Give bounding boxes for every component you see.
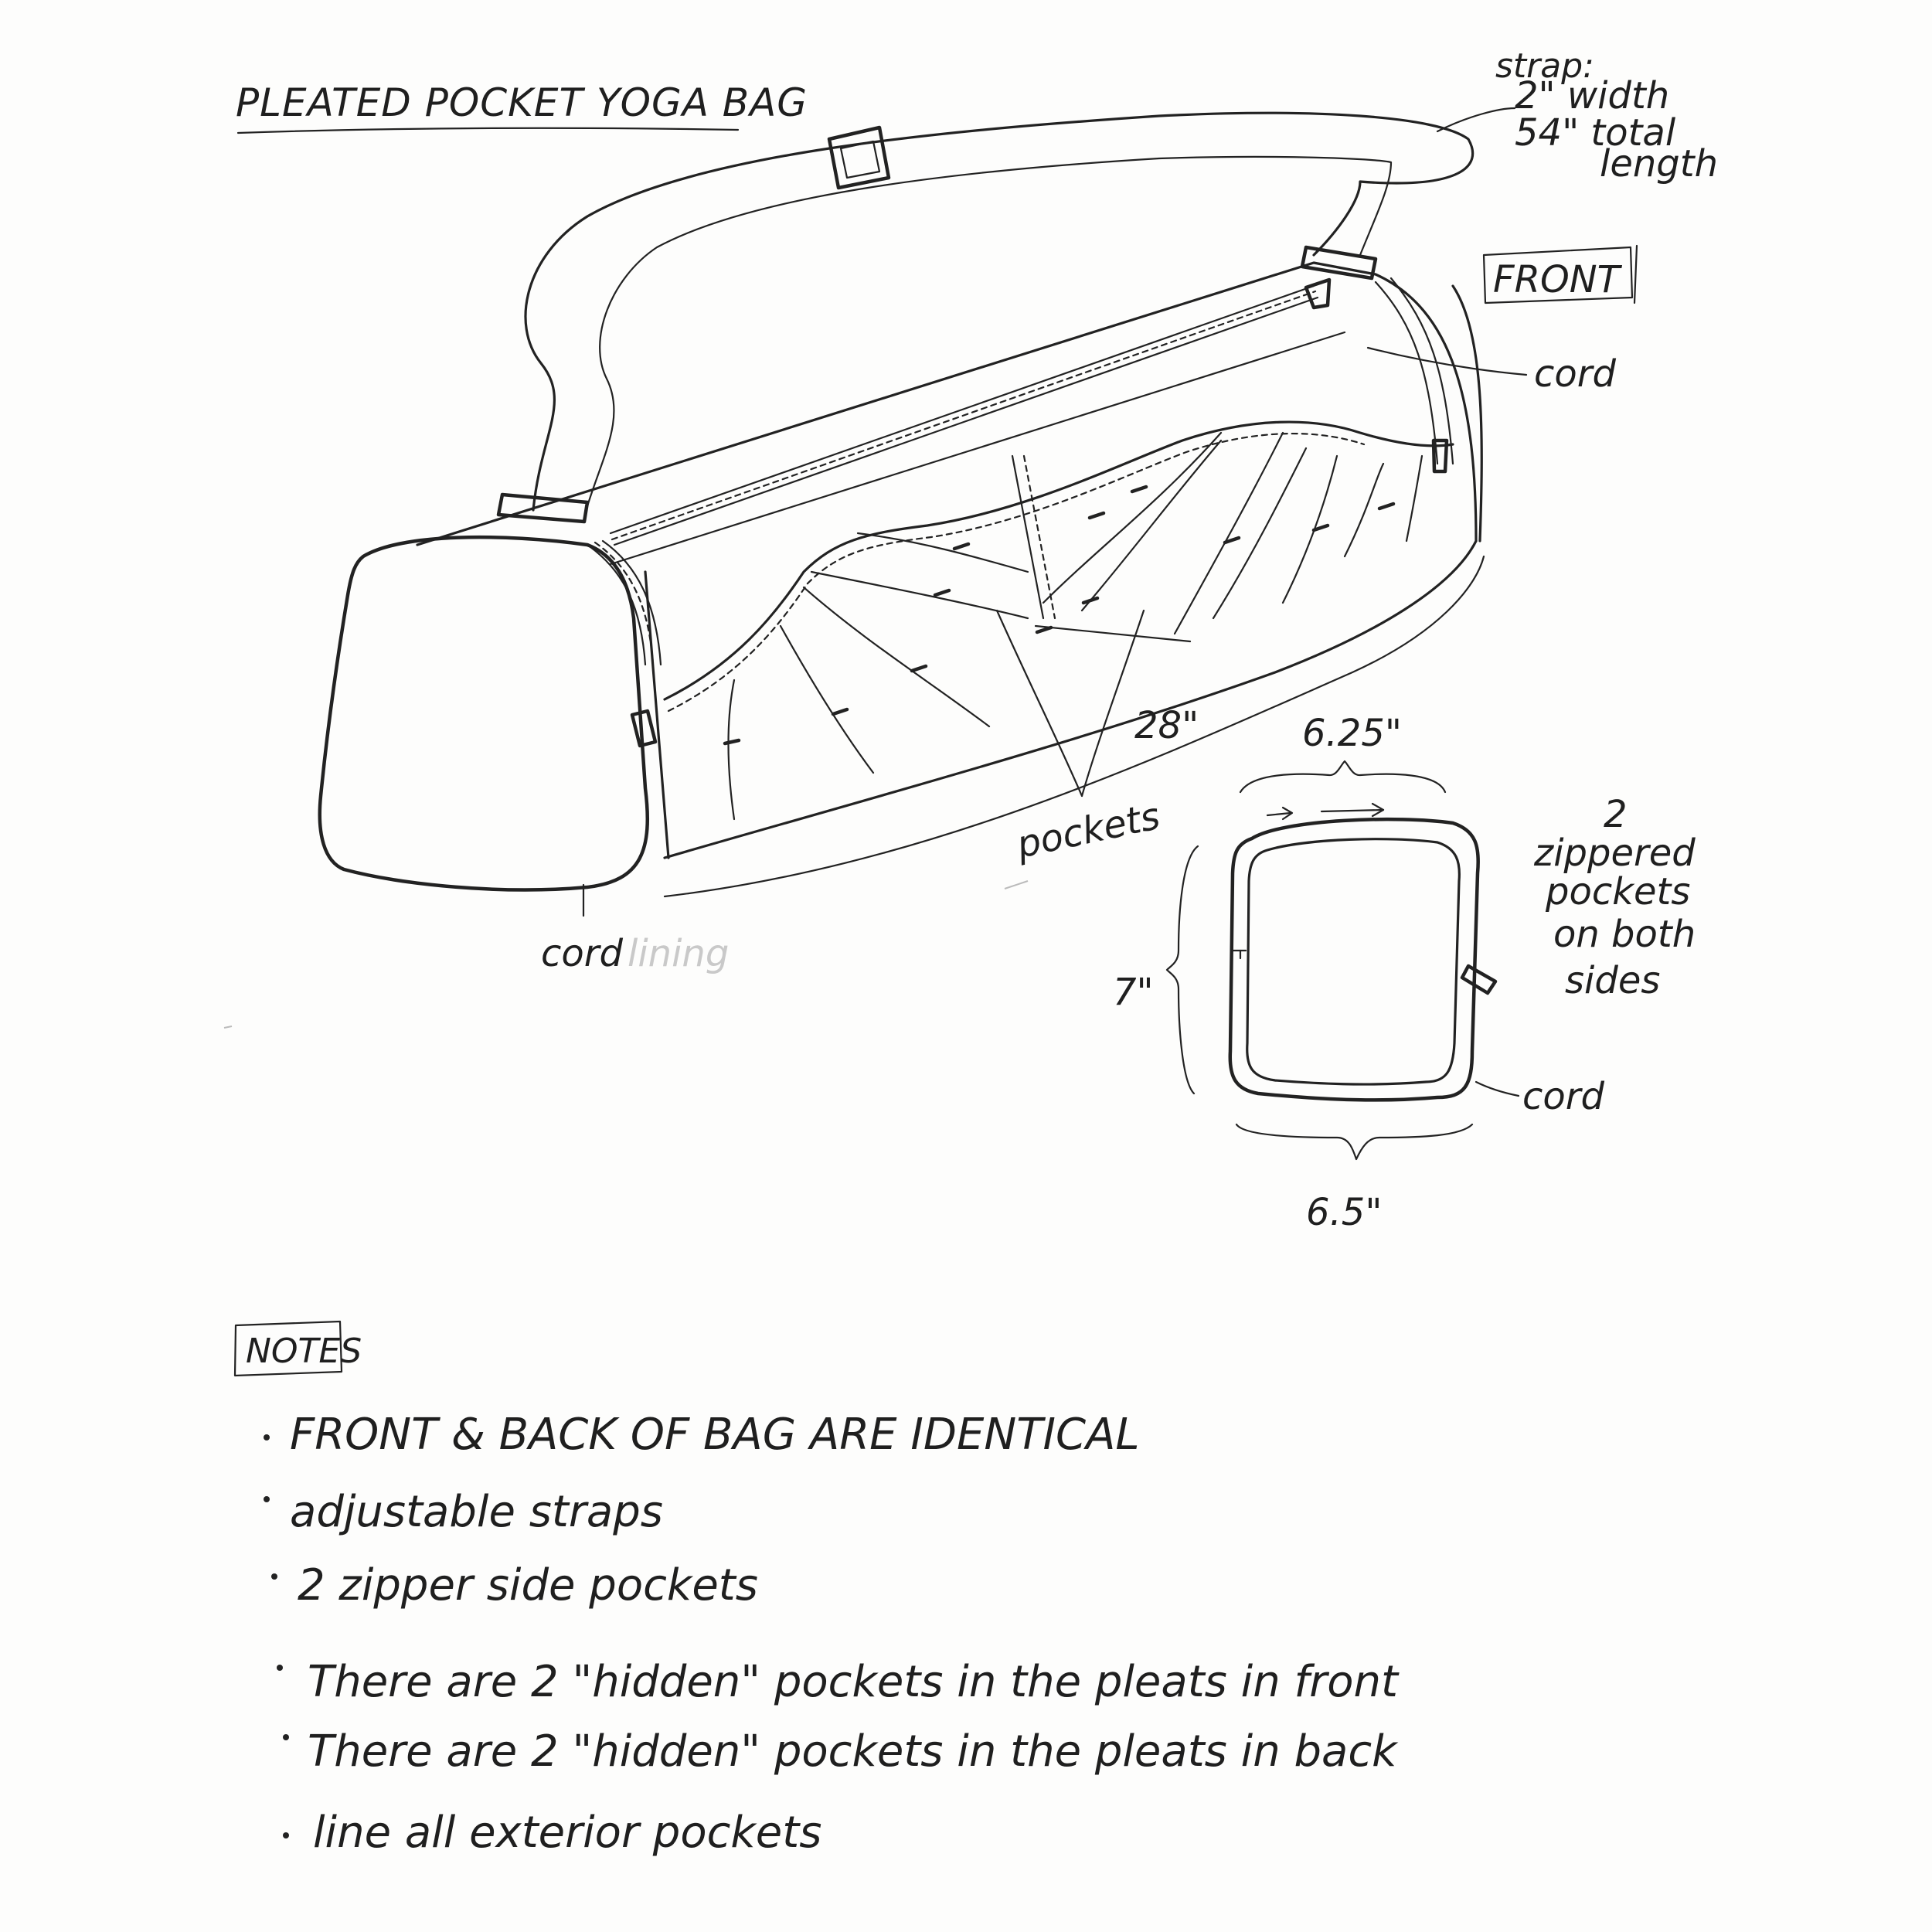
- bartack: [1090, 513, 1104, 518]
- pleat-line: [1345, 464, 1383, 556]
- height-label: 7": [1113, 971, 1154, 1014]
- bullet: [283, 1734, 289, 1740]
- bullet: [271, 1573, 277, 1580]
- pencil-smudge: [1005, 881, 1028, 889]
- strap-buckle: [829, 128, 889, 188]
- bullet: [277, 1665, 283, 1671]
- cord-top-label: cord: [1534, 352, 1616, 396]
- bullet: [283, 1832, 289, 1838]
- pleat-line: [1213, 448, 1306, 618]
- arrow-line: [1267, 813, 1291, 815]
- bartack: [1083, 598, 1097, 603]
- bartack: [935, 590, 949, 595]
- pleat-lines: [729, 433, 1423, 819]
- bartack: [1037, 628, 1051, 632]
- strap-label-2: 2" width: [1515, 74, 1670, 117]
- zipper-note-5: sides: [1565, 959, 1661, 1002]
- zipper-note-4: on both: [1553, 913, 1696, 956]
- sketch-title: PLEATED POCKET YOGA BAG: [236, 80, 808, 125]
- pleat-bartacks: [725, 487, 1393, 743]
- bullet: [264, 1496, 270, 1502]
- pleat-line: [729, 680, 735, 819]
- zipper-note-1: 2: [1604, 793, 1628, 836]
- strap-tab-left: [498, 495, 587, 522]
- pleat-line: [811, 572, 1028, 618]
- cord-left-faded-label: lining: [628, 932, 730, 975]
- cord-panel-label: cord: [1522, 1075, 1604, 1118]
- pleat-line: [1406, 456, 1422, 541]
- note-item-5: There are 2 "hidden" pockets in the pleats in back: [308, 1726, 1397, 1777]
- bartack: [1379, 504, 1393, 509]
- pleat-line: [1175, 433, 1283, 634]
- zipper-note-3: pockets: [1546, 870, 1691, 913]
- note-item-6: line all exterior pockets: [313, 1808, 822, 1858]
- front-label: FRONT: [1493, 258, 1620, 301]
- bartack: [912, 666, 926, 671]
- pleat-line: [781, 626, 873, 773]
- strap-outer: [526, 113, 1473, 510]
- strap-buckle-inner: [841, 141, 879, 178]
- strap-leader: [1437, 108, 1515, 131]
- brace-top: [1240, 761, 1445, 792]
- notes-heading: NOTES: [246, 1332, 362, 1371]
- bartack: [954, 544, 968, 549]
- end-panel-inner: [1247, 839, 1460, 1084]
- cord-panel-leader: [1476, 1082, 1519, 1096]
- pleat-line: [1043, 433, 1221, 603]
- pleat-line: [858, 533, 1028, 572]
- top-zipper-pull: [1306, 280, 1329, 308]
- pencil-smudge: [224, 1026, 232, 1028]
- bartack: [725, 740, 739, 743]
- zipper-note-2: zippered: [1534, 832, 1696, 875]
- note-item-3: 2 zipper side pockets: [298, 1560, 758, 1611]
- bullet: [264, 1434, 270, 1440]
- pockets-leader-1: [997, 611, 1082, 796]
- arrow-line: [1321, 810, 1383, 811]
- bartack: [833, 709, 847, 714]
- front-box-edge: [1634, 246, 1637, 303]
- pockets-label: pockets: [1012, 794, 1164, 867]
- pockets-leader-2: [1082, 611, 1144, 796]
- note-item-1: FRONT & BACK OF BAG ARE IDENTICAL: [290, 1410, 1140, 1460]
- top-zipper-line-2: [614, 298, 1318, 545]
- title-underline: [238, 128, 738, 133]
- pleat-line: [804, 587, 989, 726]
- length-label: 28": [1134, 704, 1199, 747]
- top-zipper-teeth: [612, 291, 1315, 539]
- strap-label-3: 54" total: [1515, 111, 1676, 155]
- pleat-line: [1036, 626, 1190, 641]
- end-panel-zipper-pull: [1462, 966, 1495, 993]
- right-zipper-line-2: [1391, 278, 1453, 464]
- right-zipper-line-1: [1376, 282, 1437, 464]
- brace-bottom: [1236, 1124, 1472, 1159]
- cord-left-label: cord: [541, 932, 623, 975]
- strap-label-4: length: [1600, 142, 1718, 185]
- note-item-2: adjustable straps: [290, 1487, 663, 1537]
- bartack: [1132, 487, 1146, 492]
- top-width-label: 6.25": [1302, 712, 1402, 755]
- top-zipper-line-1: [611, 286, 1314, 533]
- note-item-4: There are 2 "hidden" pockets in the pleats in front: [308, 1657, 1398, 1707]
- strap-label-1: strap:: [1495, 46, 1594, 86]
- brace-left: [1167, 846, 1198, 1094]
- left-end-panel: [320, 537, 648, 889]
- end-panel-outer: [1230, 819, 1478, 1100]
- bottom-width-label: 6.5": [1306, 1191, 1383, 1234]
